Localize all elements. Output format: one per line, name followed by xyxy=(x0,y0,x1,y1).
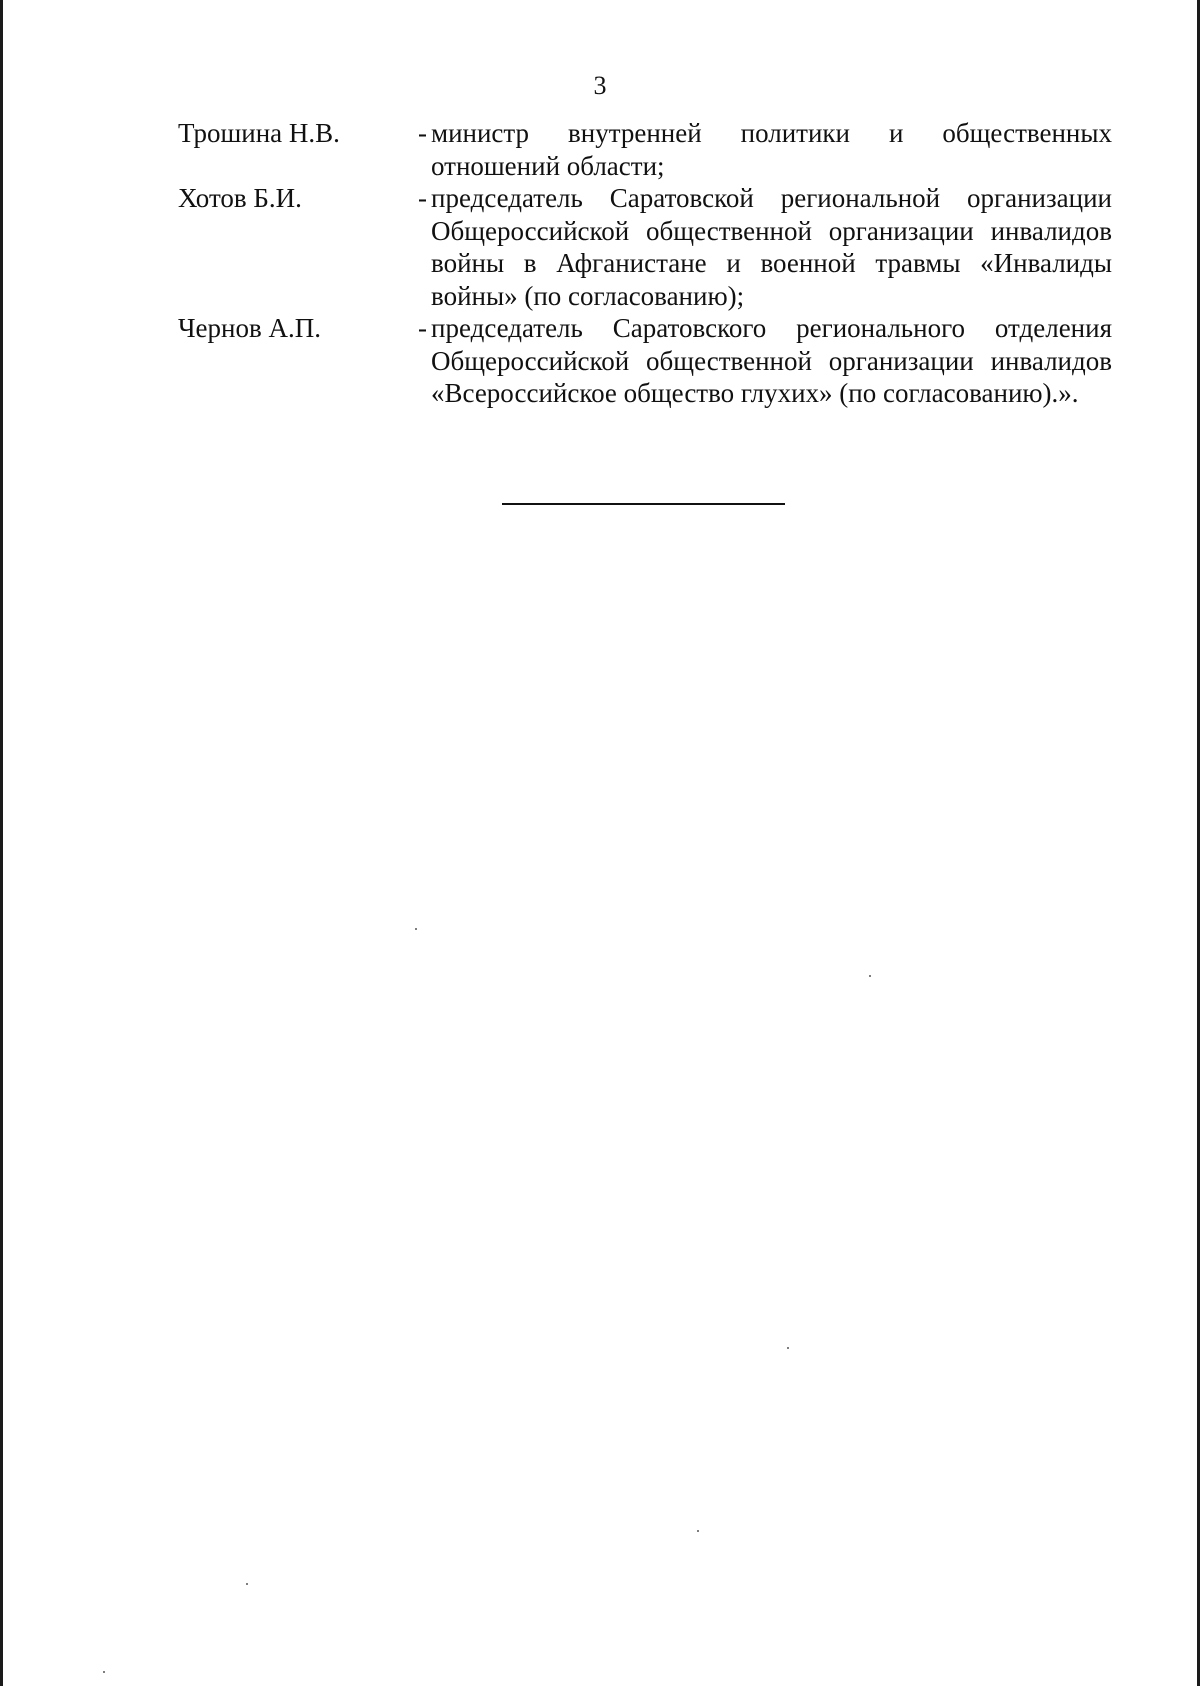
member-name: Хотов Б.И. xyxy=(178,183,302,213)
scan-border-left xyxy=(0,0,3,1686)
separator-dash: - xyxy=(418,118,427,148)
end-of-document-line xyxy=(502,503,785,505)
member-list xyxy=(178,117,1112,410)
separator-dash: - xyxy=(418,313,427,343)
member-entry xyxy=(178,117,1112,182)
member-position: председатель Саратовской региональной организации Общероссийской общественной организации инвалидов войны в Афганистане и военной травмы «Инвалиды войны» (по согласованию); xyxy=(431,183,1112,311)
page-number: 3 xyxy=(593,71,607,100)
member-position: министр внутренней политики и общественных отношений области; xyxy=(431,118,1112,181)
member-position: председатель Саратовского регионального отделения Общероссийской общественной организации инвалидов «Всероссийское общество глухих» (по согласованию).». xyxy=(431,313,1112,408)
scan-speck xyxy=(415,928,417,930)
scan-speck xyxy=(697,1530,699,1532)
member-name: Трошина Н.В. xyxy=(178,118,340,148)
scan-speck xyxy=(103,1671,105,1673)
separator-dash: - xyxy=(418,183,427,213)
member-name: Чернов А.П. xyxy=(178,313,321,343)
scan-speck xyxy=(869,975,871,977)
scan-speck xyxy=(787,1347,789,1349)
member-entry xyxy=(178,312,1112,410)
scan-speck xyxy=(246,1583,248,1585)
member-entry xyxy=(178,182,1112,312)
